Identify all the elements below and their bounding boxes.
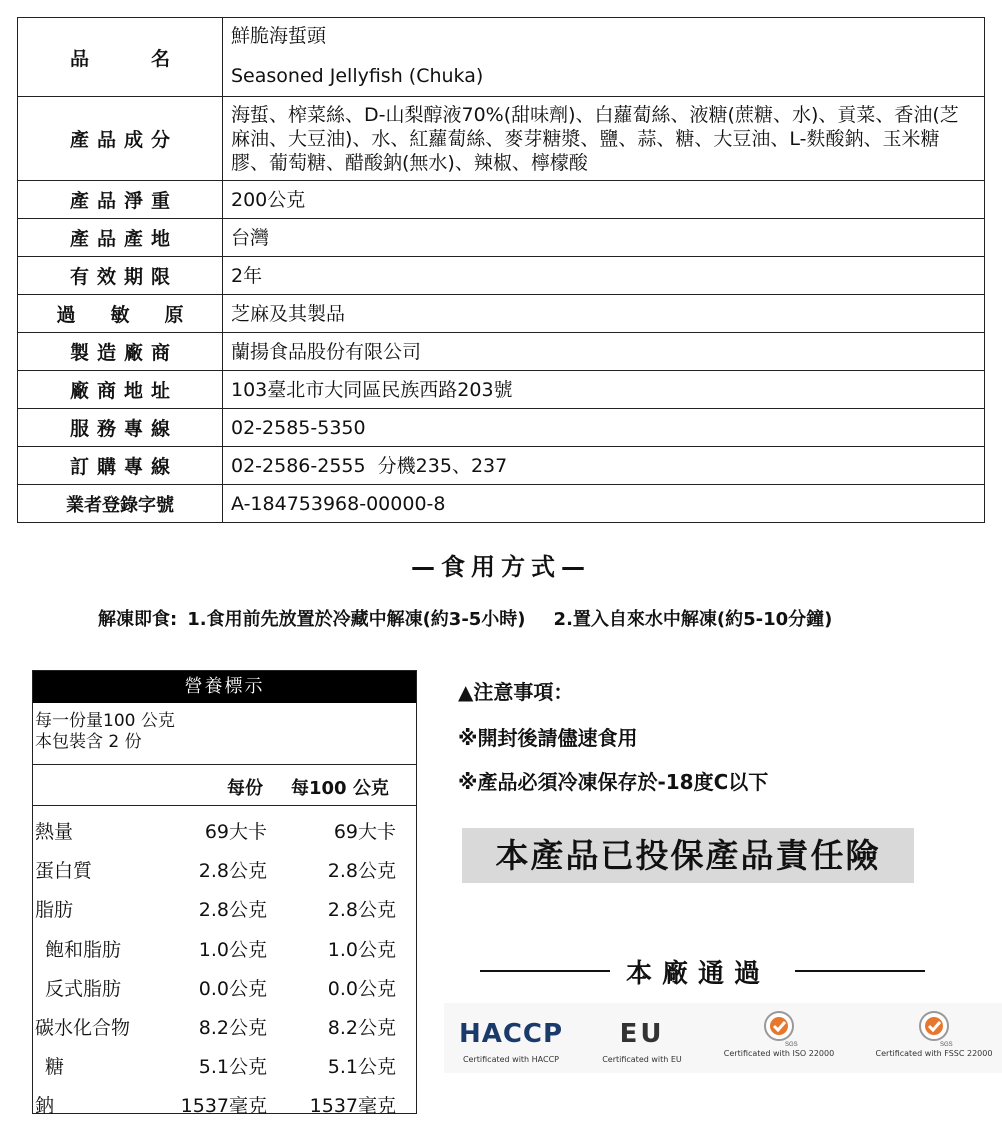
value-per-100g: 0.0公克 <box>327 977 396 1000</box>
product-spec-table <box>17 17 985 523</box>
spec-value <box>223 18 985 97</box>
note-2: ※產品必須冷凍保存於-18度C以下 <box>458 770 769 794</box>
cert-caption: Certificated with ISO 22000 <box>723 1049 835 1058</box>
nutrition-facts-panel <box>32 670 417 1118</box>
insurance-banner: 本產品已投保產品責任險 <box>462 828 914 883</box>
nutrition-rows <box>33 806 416 1123</box>
spec-row-registration <box>18 485 985 523</box>
nutrient-name: 熱量 <box>35 821 74 843</box>
value-per-serving: 69大卡 <box>204 821 267 843</box>
spec-label: 品 名 <box>18 18 223 97</box>
spec-row-maker <box>18 333 985 371</box>
nutrition-row <box>33 1044 416 1083</box>
spec-label: 有效期限 <box>18 257 223 295</box>
sgs-mark: SGS <box>940 1042 953 1047</box>
value-per-100g: 2.8公克 <box>327 899 396 922</box>
spec-label: 訂購專線 <box>18 447 223 485</box>
note-1: ※開封後請儘速食用 <box>458 726 638 750</box>
nutrient-name: 飽和脂肪 <box>45 938 122 961</box>
cert-caption: Certificated with EU <box>602 1055 682 1064</box>
spec-row-service <box>18 409 985 447</box>
nutrient-name: 糖 <box>45 1056 65 1079</box>
spec-label: 製造廠商 <box>18 333 223 371</box>
value-per-serving: 2.8公克 <box>198 860 267 883</box>
certifications-title <box>480 953 925 989</box>
value-per-serving: 1537毫克 <box>180 1095 267 1118</box>
sgs-badge-icon <box>759 1009 799 1047</box>
nutrition-row <box>33 809 416 848</box>
nutrition-header: 營養標示 <box>33 671 416 703</box>
cert-eu <box>592 1003 692 1073</box>
title-rule-right <box>795 970 925 972</box>
title-rule-left <box>480 970 610 972</box>
notes-title: ▲注意事項： <box>458 680 574 704</box>
spec-value: A-184753968-00000-8 <box>223 485 985 523</box>
value-per-100g: 5.1公克 <box>327 1056 396 1079</box>
col-per-serving: 每份 <box>227 778 263 799</box>
spec-value: 02-2585-5350 <box>223 409 985 447</box>
spec-label: 過 敏 原 <box>18 295 223 333</box>
product-name-en: Seasoned Jellyfish (Chuka) <box>231 65 484 87</box>
value-per-serving: 2.8公克 <box>198 899 267 922</box>
spec-value: 02-2586-2555 分機235、237 <box>223 447 985 485</box>
nutrient-name: 反式脂肪 <box>45 977 122 1000</box>
value-per-100g: 1.0公克 <box>327 938 396 961</box>
value-per-serving: 8.2公克 <box>198 1016 267 1039</box>
nutrition-row <box>33 848 416 887</box>
value-per-serving: 1.0公克 <box>198 938 267 961</box>
usage-prefix: 解凍即食: <box>98 609 178 630</box>
value-per-100g: 69大卡 <box>333 821 396 843</box>
spec-row-weight <box>18 181 985 219</box>
nutrition-row <box>33 1005 416 1044</box>
cert-haccp <box>452 1003 570 1073</box>
haccp-logo: HACCP <box>458 1019 564 1049</box>
nutrient-name: 鈉 <box>35 1095 55 1118</box>
spec-label: 廠商地址 <box>18 371 223 409</box>
value-per-serving: 0.0公克 <box>198 977 267 1000</box>
cert-caption: Certificated with FSSC 22000 <box>875 1049 993 1058</box>
nutrient-name: 蛋白質 <box>35 860 93 883</box>
spec-row-address <box>18 371 985 409</box>
product-name-zh: 鮮脆海蜇頭 <box>231 25 327 47</box>
spec-value: 2年 <box>223 257 985 295</box>
usage-methods <box>98 605 842 631</box>
serving-size: 每一份量100 公克 <box>35 711 175 731</box>
sgs-badge-icon <box>914 1009 954 1047</box>
spec-value: 海蜇、榨菜絲、D-山梨醇液70%(甜味劑)、白蘿蔔絲、液糖(蔗糖、水)、貢菜、香油(芝麻油、大豆油)、水、紅蘿蔔絲、麥芽糖漿、鹽、蒜、糖、大豆油、L-麩酸鈉、玉米糖膠、葡萄糖、醋酸鈉(無水)、辣椒、檸檬酸 <box>223 97 985 181</box>
nutrition-row <box>33 927 416 966</box>
value-per-100g: 1537毫克 <box>309 1095 396 1118</box>
sgs-mark: SGS <box>785 1042 798 1047</box>
col-per-100g: 每100 公克 <box>291 778 389 799</box>
spec-row-allergen <box>18 295 985 333</box>
nutrition-column-headers <box>33 765 416 806</box>
spec-value: 103臺北市大同區民族西路203號 <box>223 371 985 409</box>
cert-caption: Certificated with HACCP <box>462 1055 560 1064</box>
spec-value: 芝麻及其製品 <box>223 295 985 333</box>
cert-fssc22000 <box>869 1003 999 1073</box>
value-per-serving: 5.1公克 <box>198 1056 267 1079</box>
spec-row-ingredients <box>18 97 985 181</box>
nutrition-row <box>33 887 416 926</box>
spec-row-shelf-life <box>18 257 985 295</box>
spec-label: 業者登錄字號 <box>18 485 223 523</box>
nutrition-row <box>33 966 416 1005</box>
usage-title: —食用方式— <box>411 553 591 581</box>
spec-label: 產品成分 <box>18 97 223 181</box>
usage-method-1: 1.食用前先放置於冷藏中解凍(約3-5小時) <box>187 609 526 630</box>
nutrient-name: 脂肪 <box>35 899 74 922</box>
cert-iso22000 <box>714 1003 844 1073</box>
serving-info <box>33 703 416 765</box>
usage-method-2: 2.置入自來水中解凍(約5-10分鐘) <box>553 609 833 630</box>
value-per-100g: 2.8公克 <box>327 860 396 883</box>
spec-row-origin <box>18 219 985 257</box>
nutrition-row <box>33 1083 416 1122</box>
spec-label: 服務專線 <box>18 409 223 447</box>
spec-row-order <box>18 447 985 485</box>
spec-value: 蘭揚食品股份有限公司 <box>223 333 985 371</box>
spec-value: 200公克 <box>223 181 985 219</box>
servings-per-package: 本包裝含 2 份 <box>35 732 142 752</box>
certifications-title-text: 本廠通過 <box>626 959 771 989</box>
nutrient-name: 碳水化合物 <box>35 1016 131 1039</box>
spec-label: 產品淨重 <box>18 181 223 219</box>
eu-logo: EU <box>619 1019 665 1049</box>
spec-row-name <box>18 18 985 97</box>
certification-logos <box>444 1003 1002 1073</box>
spec-label: 產品產地 <box>18 219 223 257</box>
value-per-100g: 8.2公克 <box>327 1016 396 1039</box>
spec-value: 台灣 <box>223 219 985 257</box>
